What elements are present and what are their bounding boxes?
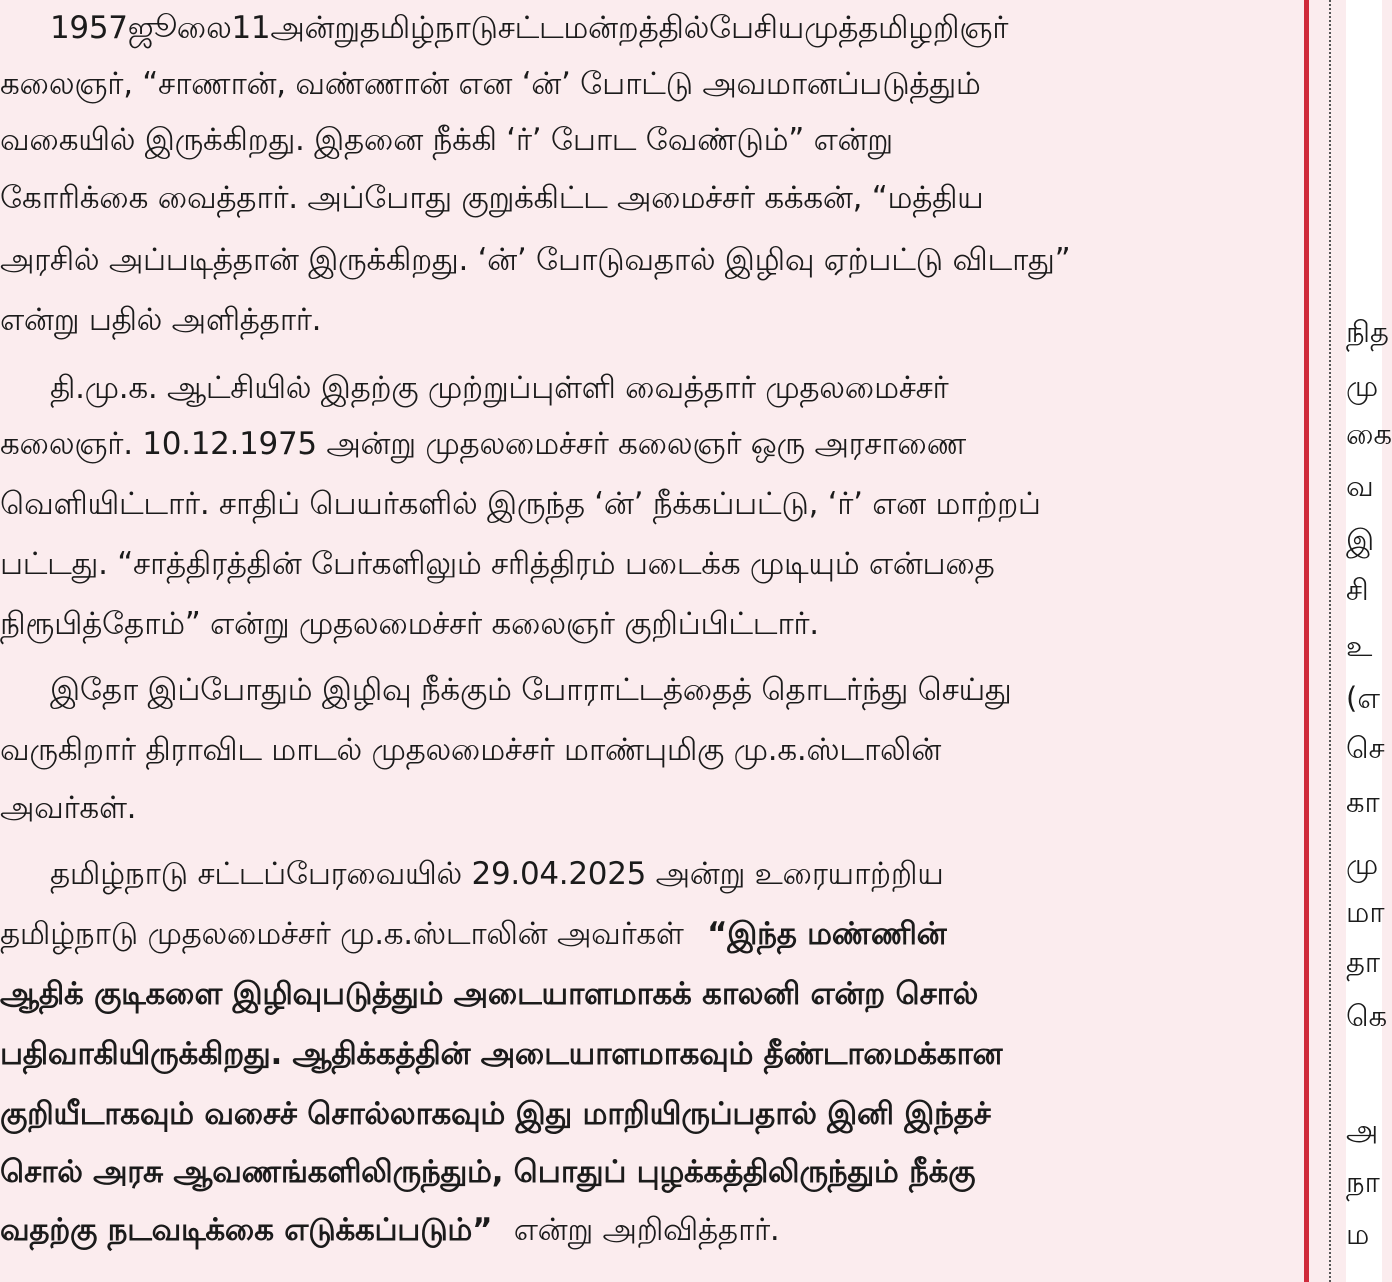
- adjacent-column-fragment: மு: [1346, 369, 1379, 403]
- article-line: [0, 722, 1276, 778]
- adjacent-column-fragment: கா: [1346, 785, 1380, 819]
- line-text: கலைஞர், “சாணான், வண்ணான் என ‘ன்’ போட்டு அவமானப்படுத்தும்: [0, 66, 981, 102]
- line-text: அரசில் அப்படித்தான் இருக்கிறது. ‘ன்’ போடுவதால் இழிவு ஏற்பட்டு விடாது”: [0, 242, 1071, 278]
- article-line: [0, 56, 1276, 112]
- article-line: [0, 360, 1276, 416]
- column-rule-dotted: [1329, 0, 1331, 1282]
- article-line: [0, 966, 1276, 1022]
- adjacent-column-fragment: உ: [1346, 629, 1373, 663]
- column-rule-red: [1304, 0, 1309, 1282]
- article-line: [0, 1086, 1276, 1142]
- line-text: கலைஞர். 10.12.1975 அன்று முதலமைச்சர் கலைஞர் ஒரு அரசாணை: [0, 426, 966, 462]
- article-line: [0, 1026, 1276, 1082]
- line-text: ஆதிக் குடிகளை இழிவுபடுத்தும் அடையாளமாகக் காலனி என்ற சொல்: [0, 976, 979, 1012]
- adjacent-column-fragment: வ: [1346, 469, 1374, 503]
- adjacent-column-fragment: சி: [1346, 573, 1369, 607]
- adjacent-column-fragment: (எ: [1346, 681, 1380, 715]
- adjacent-column-fragment: தா: [1346, 945, 1381, 979]
- article-line: [0, 476, 1276, 532]
- adjacent-column-fragment: கை: [1346, 417, 1392, 451]
- line-text: நிரூபித்தோம்” என்று முதலமைச்சர் கலைஞர் குறிப்பிட்டார்.: [0, 606, 819, 642]
- adjacent-column-fragment: மா: [1346, 895, 1385, 929]
- article-line: [0, 536, 1276, 592]
- adjacent-column-fragment: இ: [1346, 523, 1375, 557]
- line-text: குறியீடாகவும் வசைச் சொல்லாகவும் இது மாறியிருப்பதால் இனி இந்தச்: [0, 1096, 991, 1132]
- article-line: [0, 906, 1276, 962]
- line-text: பதிவாகியிருக்கிறது. ஆதிக்கத்தின் அடையாளமாகவும் தீண்டாமைக்கான: [0, 1036, 1003, 1072]
- quote-bold-end: வதற்கு நடவடிக்கை எடுக்கப்படும்”: [0, 1212, 493, 1248]
- adjacent-column-fragment: நா: [1346, 1165, 1380, 1199]
- adjacent-column: [1346, 0, 1392, 1282]
- line-text: வருகிறார் திராவிட மாடல் முதலமைச்சர் மாண்புமிகு மு.க.ஸ்டாலின்: [0, 732, 942, 768]
- adjacent-column-fragment: நித: [1346, 315, 1389, 349]
- line-text: தமிழ்நாடு முதலமைச்சர் மு.க.ஸ்டாலின் அவர்கள்: [0, 916, 684, 952]
- line-text: வெளியிட்டார். சாதிப் பெயர்களில் இருந்த ‘ன்’ நீக்கப்பட்டு, ‘ர்’ என மாற்றப்: [0, 486, 1041, 522]
- adjacent-column-fragment: மு: [1346, 847, 1379, 881]
- line-text: பட்டது. “சாத்திரத்தின் பேர்களிலும் சரித்திரம் படைக்க முடியும் என்பதை: [0, 546, 995, 582]
- article-line: [0, 112, 1276, 168]
- adjacent-column-fragment: கெ: [1346, 999, 1388, 1033]
- article-line: [0, 1144, 1276, 1200]
- article-line: [0, 170, 1276, 226]
- article-line: [0, 846, 1276, 902]
- adjacent-column-fragment: அ: [1346, 1113, 1379, 1147]
- line-text: அவர்கள்.: [0, 790, 137, 826]
- article-line: [0, 232, 1276, 288]
- article-line: [0, 780, 1276, 836]
- article-line: [0, 596, 1276, 652]
- line-text: தமிழ்நாடு சட்டப்பேரவையில் 29.04.2025 அன்று உரையாற்றிய: [50, 856, 944, 892]
- line-text: தி.மு.க. ஆட்சியில் இதற்கு முற்றுப்புள்ளி வைத்தார் முதலமைச்சர்: [50, 370, 949, 406]
- article-line: [0, 662, 1276, 718]
- adjacent-column-fragment: செ: [1346, 731, 1385, 765]
- line-text: 1957ஜூலை11அன்றுதமிழ்நாடுசட்டமன்றத்தில்பேசியமுத்தமிழறிஞர்: [50, 10, 1009, 46]
- line-text: சொல் அரசு ஆவணங்களிலிருந்தும், பொதுப் புழக்கத்திலிருந்தும் நீக்கு: [0, 1154, 976, 1190]
- article-line: [0, 292, 1276, 348]
- line-text: கோரிக்கை வைத்தார். அப்போது குறுக்கிட்ட அமைச்சர் கக்கன், “மத்திய: [0, 180, 984, 216]
- article-line: [0, 416, 1276, 472]
- adjacent-column-fragment: ம: [1346, 1217, 1370, 1251]
- article-line: [0, 1202, 1276, 1258]
- line-text: என்று அறிவித்தார்.: [513, 1212, 780, 1248]
- line-text: இதோ இப்போதும் இழிவு நீக்கும் போராட்டத்தைத் தொடர்ந்து செய்து: [50, 672, 1012, 708]
- line-text: என்று பதில் அளித்தார்.: [0, 302, 322, 338]
- quote-bold-start: “இந்த மண்ணின்: [707, 916, 947, 952]
- article-line: [0, 0, 1276, 56]
- line-text: வகையில் இருக்கிறது. இதனை நீக்கி ‘ர்’ போட வேண்டும்” என்று: [0, 122, 893, 158]
